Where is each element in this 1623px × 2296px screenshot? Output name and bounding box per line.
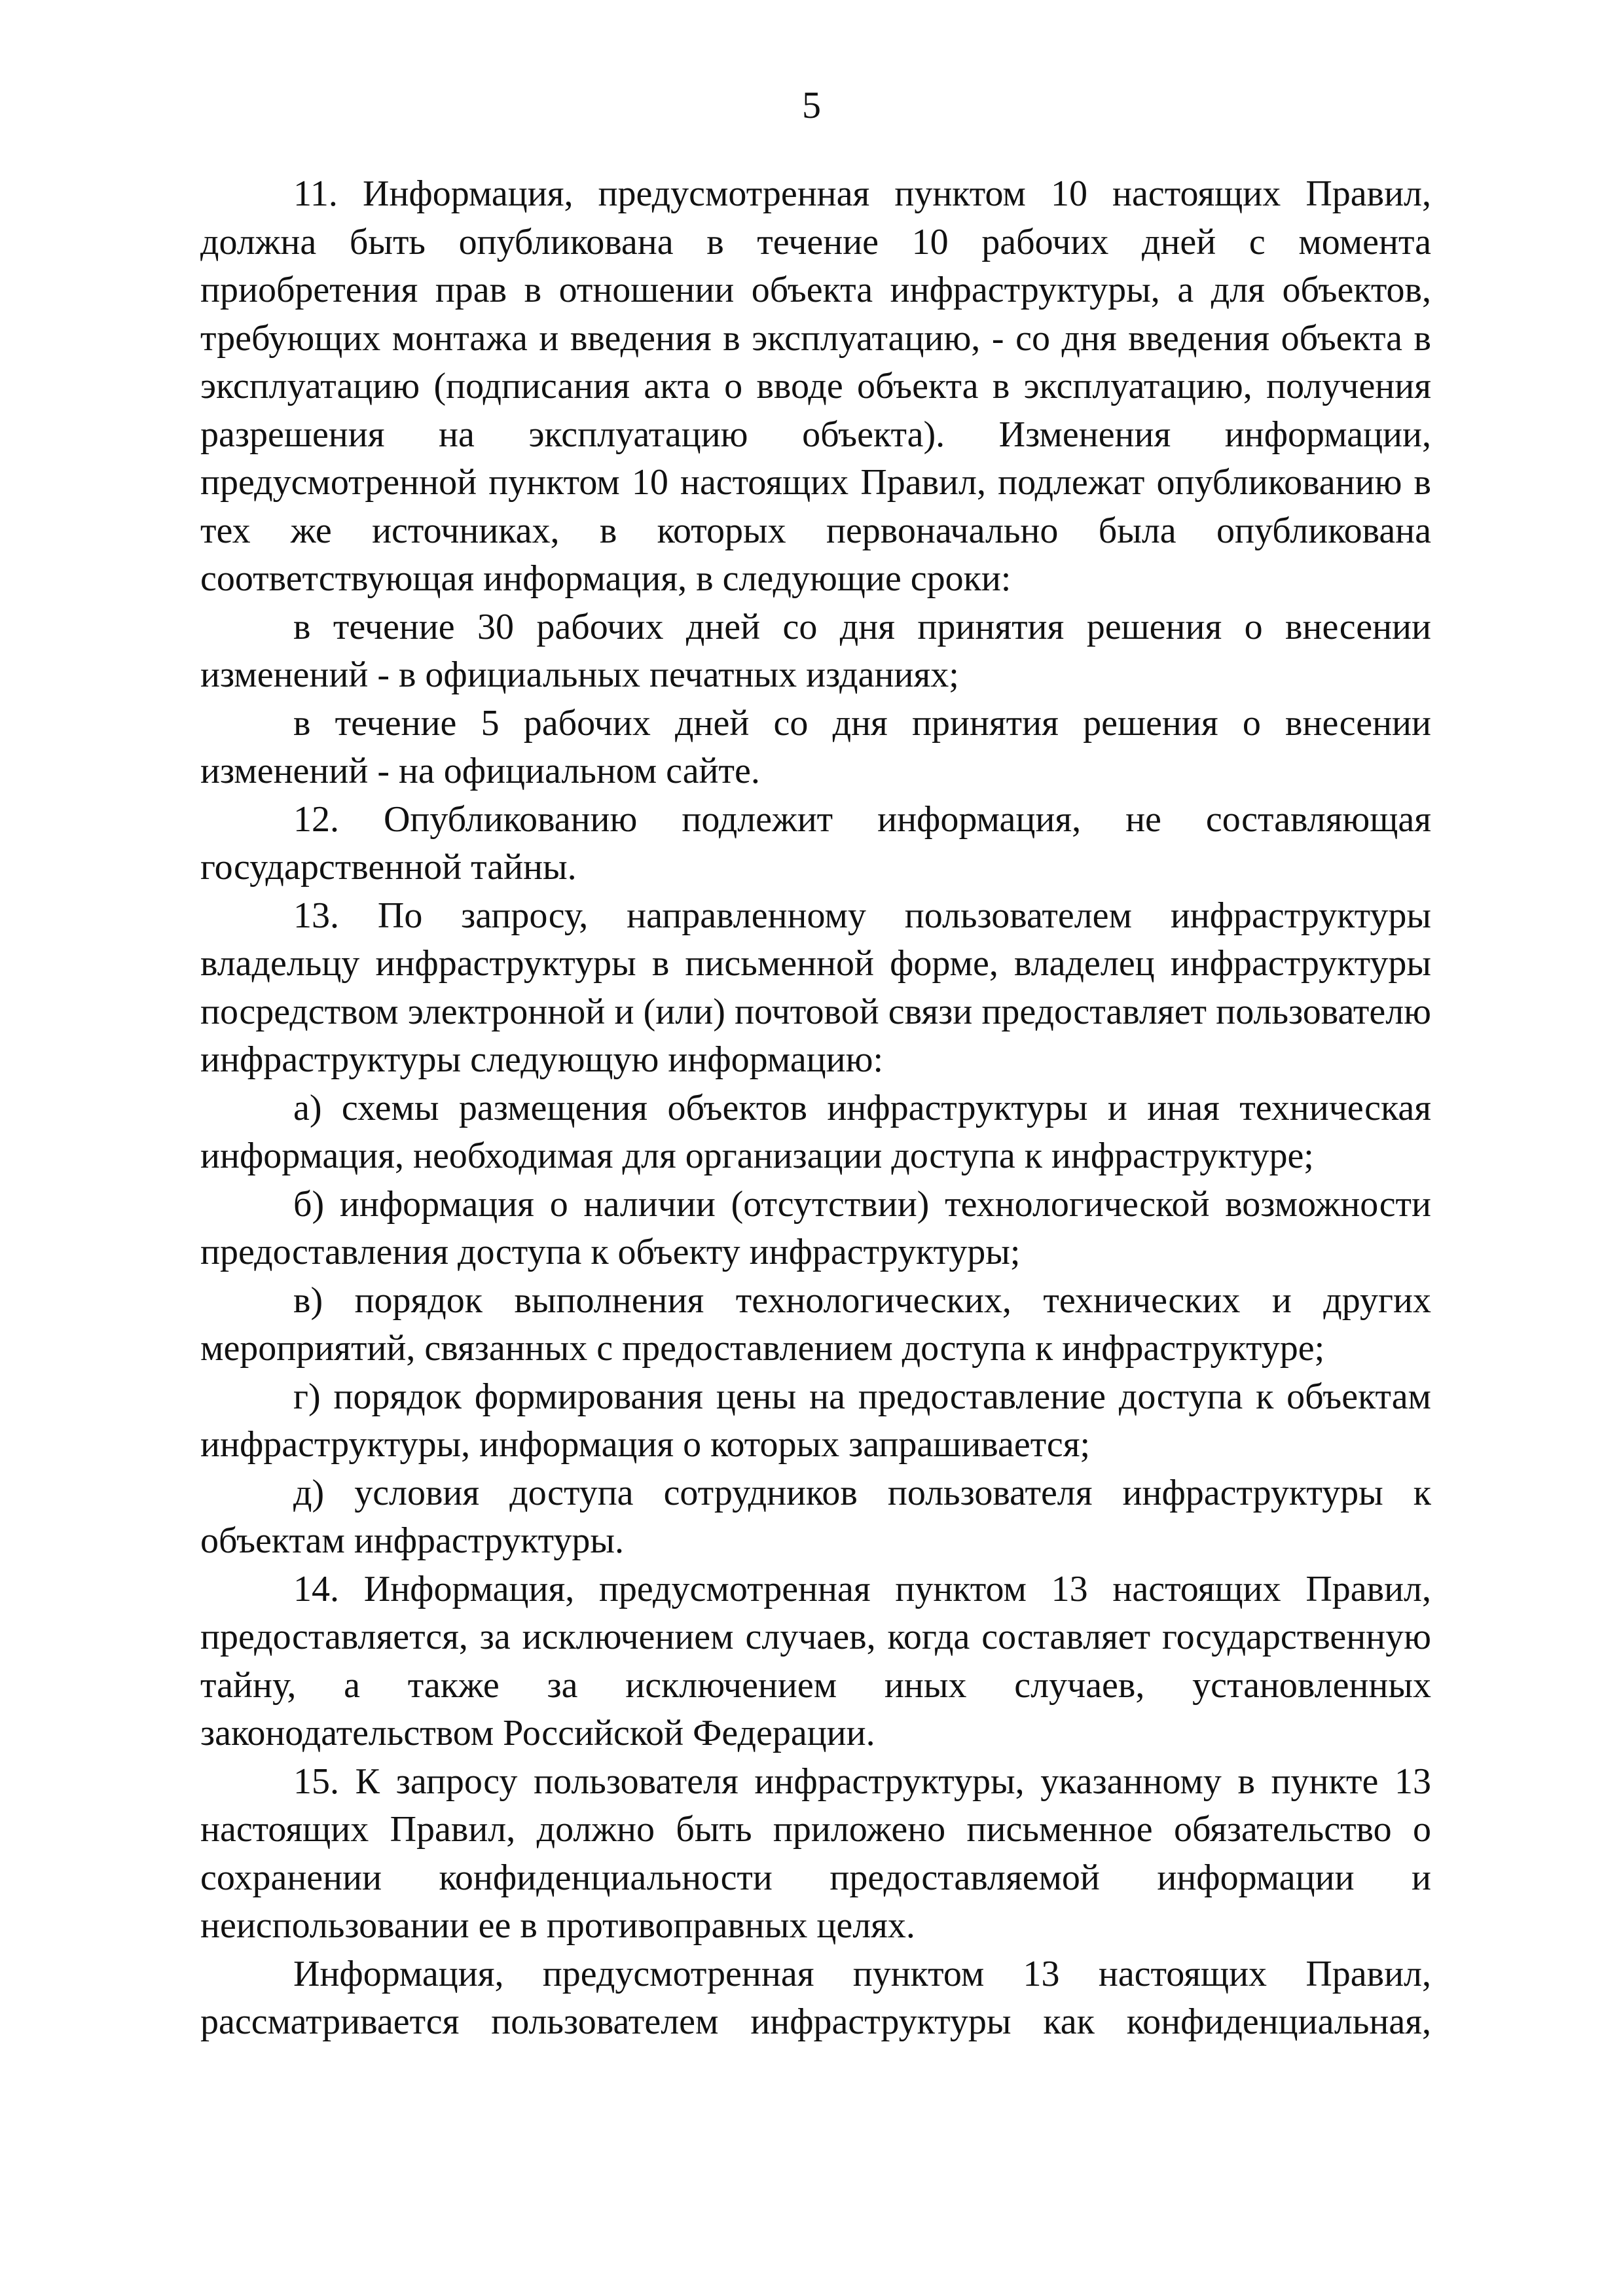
page-number: 5 [802, 84, 821, 126]
paragraph-15: 15. К запросу пользователя инфраструктуры, указанному в пункте 13 настоящих Правил, должно быть приложено письменное обязательство о сохранении конфиденциальности предоставляемой информации и неиспользовании ее в противоправных целях. [200, 1761, 1431, 1946]
paragraph-11-term-site: в течение 5 рабочих дней со дня принятия решения о внесении изменений - на официальном сайте. [200, 702, 1431, 791]
paragraph-13-item-d: д) условия доступа сотрудников пользователя инфраструктуры к объектам инфраструктуры. [200, 1472, 1431, 1561]
paragraph-13: 13. По запросу, направленному пользователем инфраструктуры владельцу инфраструктуры в письменной форме, владелец инфраструктуры посредством электронной и (или) почтовой связи предоставляет пользователю инфраструктуры следующую информацию: [200, 895, 1431, 1080]
paragraph-11: 11. Информация, предусмотренная пунктом 10 настоящих Правил, должна быть опубликована в течение 10 рабочих дней с момента приобретения прав в отношении объекта инфраструктуры, а для объектов, требующих монтажа и введения в эксплуатацию, - со дня введения объекта в эксплуатацию (подписания акта о вводе объекта в эксплуатацию, получения разрешения на эксплуатацию объекта). Изменения информации, предусмотренной пунктом 10 настоящих Правил, подлежат опубликованию в тех же источниках, в которых первоначально была опубликована соответствующая информация, в следующие сроки: [200, 173, 1431, 599]
paragraph-13-item-a: а) схемы размещения объектов инфраструктуры и иная техническая информация, необходимая для организации доступа к инфраструктуре; [200, 1087, 1431, 1176]
paragraph-13-item-b: б) информация о наличии (отсутствии) технологической возможности предоставления доступа к объекту инфраструктуры; [200, 1183, 1431, 1272]
document-body [200, 170, 1431, 2047]
paragraph-14: 14. Информация, предусмотренная пунктом 13 настоящих Правил, предоставляется, за исключением случаев, когда составляет государственную тайну, а также за исключением иных случаев, установленных законодательством Российской Федерации. [200, 1568, 1431, 1753]
paragraph-12: 12. Опубликованию подлежит информация, не составляющая государственной тайны. [200, 798, 1431, 888]
paragraph-15-continuation: Информация, предусмотренная пунктом 13 настоящих Правил, рассматривается пользователем инфраструктуры как конфиденциальная, [200, 1953, 1431, 2042]
paragraph-13-item-v: в) порядок выполнения технологических, технических и других мероприятий, связанных с предоставлением доступа к инфраструктуре; [200, 1280, 1431, 1369]
paragraph-13-item-g: г) порядок формирования цены на предоставление доступа к объектам инфраструктуры, информация о которых запрашивается; [200, 1376, 1431, 1465]
paragraph-11-term-print: в течение 30 рабочих дней со дня принятия решения о внесении изменений - в официальных печатных изданиях; [200, 606, 1431, 695]
